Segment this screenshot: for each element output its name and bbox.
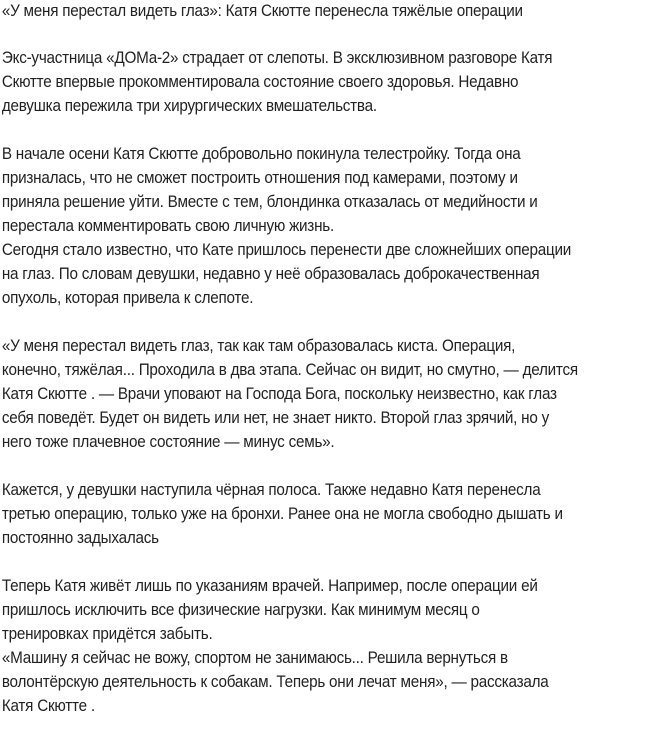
text-line: Скютте впервые прокомментировала состояние своего здоровья. Недавно [1,73,519,91]
text-line: себя поведёт. Будет он видеть или нет, не знает никто. Второй глаз зрячий, но у [1,409,549,427]
text-line: опухоль, которая привела к слепоте. [1,289,254,307]
spacer [2,550,670,574]
text-line: волонтёрскую деятельность к собакам. Теперь они лечат меня», — рассказала [1,673,549,691]
spacer [2,454,670,478]
text-line: него тоже плачевное состояние — минус семь». [1,433,335,451]
text-line: Катя Скютте . — Врачи уповают на Господа Бога, поскольку неизвестно, как глаз [1,385,557,403]
article-title: «У меня перестал видеть глаз»: Катя Скютте перенесла тяжёлые операции [1,2,523,20]
text-line: Кажется, у девушки наступила чёрная полоса. Также недавно Катя перенесла [1,481,541,499]
text-line: Катя Скютте . [1,697,95,715]
text-line: Сегодня стало известно, что Кате пришлось перенести две сложнейших операции [1,241,572,259]
text-line: приняла решение уйти. Вместе с тем, блондинка отказалась от медийности и [1,193,538,211]
paragraph-2 [2,142,670,310]
paragraph-1 [2,46,670,118]
spacer [2,22,670,46]
text-line: «У меня перестал видеть глаз, так как там образовалась киста. Операция, [1,337,516,355]
text-line: пришлось исключить все физические нагрузки. Как минимум месяц о [1,601,480,619]
spacer [2,310,670,334]
text-line: Экс-участница «ДОМа-2» страдает от слепоты. В эксклюзивном разговоре Катя [1,49,553,67]
text-line: В начале осени Катя Скютте добровольно покинула телестройку. Тогда она [1,145,521,163]
text-line: тренировках придётся забыть. [1,625,213,643]
text-line: девушка пережила три хирургических вмешательства. [1,97,377,115]
text-line: перестала комментировать свою личную жизнь. [1,217,334,235]
text-line: «Машину я сейчас не вожу, спортом не занимаюсь... Решила вернуться в [1,649,508,667]
text-line: конечно, тяжёлая... Проходила в два этапа. Сейчас он видит, но смутно, — делится [1,361,578,379]
text-line: Теперь Катя живёт лишь по указаниям врачей. Например, после операции ей [1,577,538,595]
paragraph-4 [2,478,670,550]
text-line: на глаз. По словам девушки, недавно у неё образовалась доброкачественная [1,265,540,283]
text-line: призналась, что не сможет построить отношения под камерами, поэтому и [1,169,518,187]
text-line: третью операцию, только уже на бронхи. Ранее она не могла свободно дышать и [1,505,563,523]
spacer [2,118,670,142]
paragraph-5 [2,574,670,718]
text-line: постоянно задыхалась [1,529,159,547]
quote-paragraph [2,334,670,454]
